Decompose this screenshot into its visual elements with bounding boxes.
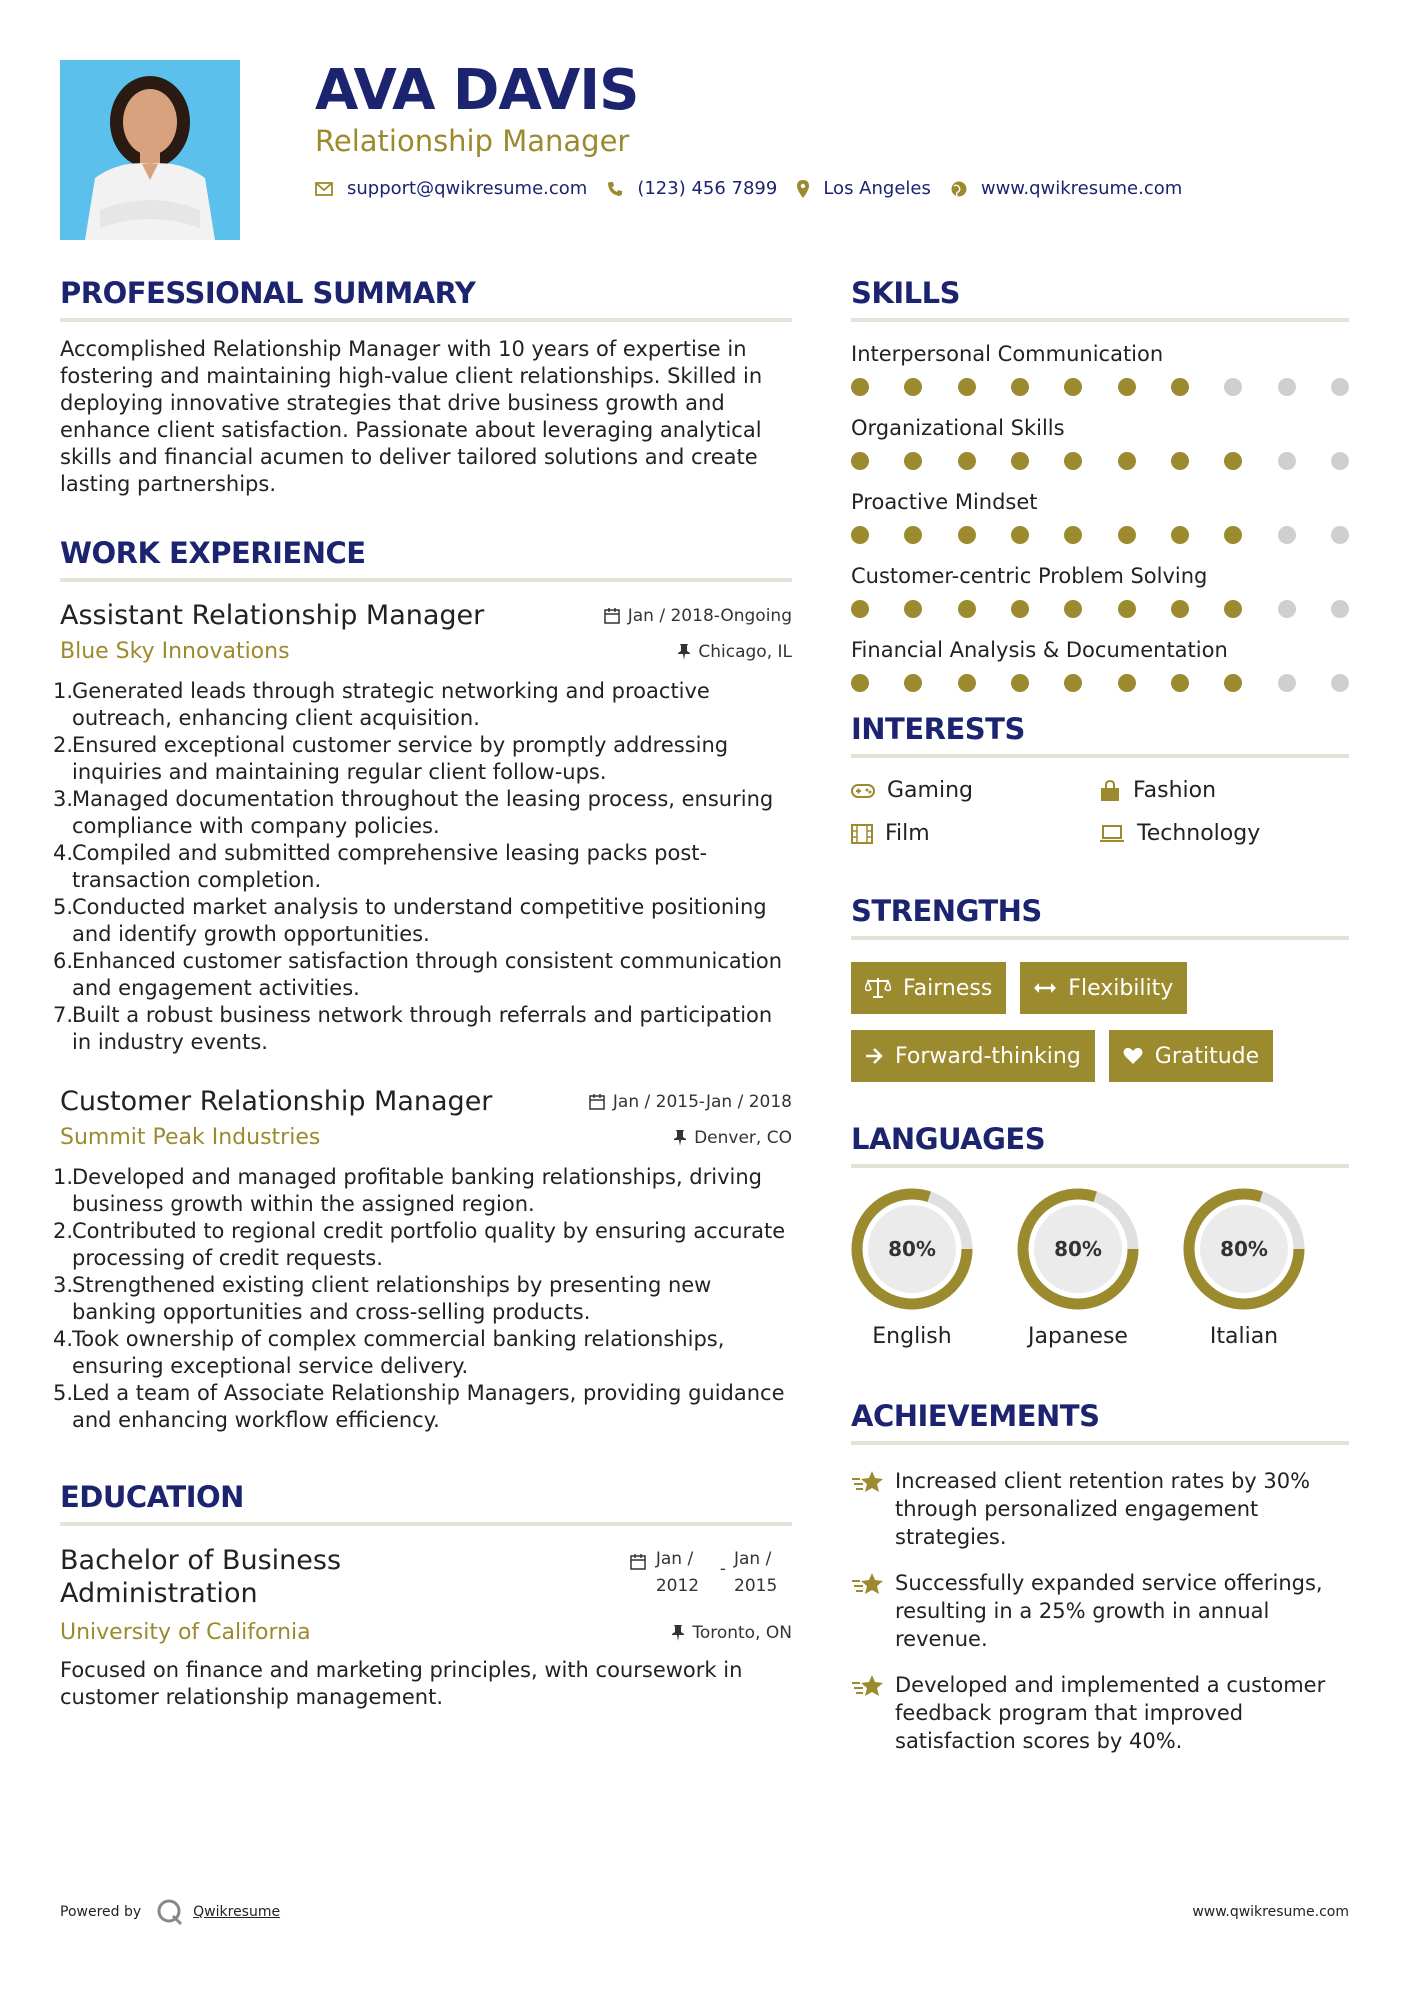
job-title: Assistant Relationship Manager — [60, 600, 485, 631]
rating-dot-empty — [1278, 378, 1296, 396]
shopping-bag-icon — [1099, 780, 1121, 802]
contact-website[interactable] — [951, 178, 1182, 199]
rating-dot-filled — [1171, 526, 1189, 544]
rating-dot-filled — [904, 452, 922, 470]
skill-item — [851, 490, 1349, 544]
calendar-icon — [589, 1094, 605, 1110]
laptop-icon — [1099, 825, 1125, 843]
rating-dot-empty — [1331, 452, 1349, 470]
interest-item: Gaming — [851, 778, 1099, 803]
job-date-text: Jan / 2015-Jan / 2018 — [612, 1092, 792, 1112]
rating-dot-filled — [1224, 674, 1242, 692]
contact-location — [797, 178, 931, 199]
rating-dot-filled — [1118, 526, 1136, 544]
rating-dot-filled — [851, 526, 869, 544]
pushpin-icon — [674, 1130, 686, 1146]
rating-dot-empty — [1278, 452, 1296, 470]
skills-heading: SKILLS — [851, 276, 1349, 322]
list-item: 5. Conducted market analysis to understand competitive positioning and identify growth opportunities. — [53, 895, 767, 946]
rating-dot-filled — [1118, 452, 1136, 470]
star-shooting-icon — [851, 1571, 885, 1597]
achievements-heading: ACHIEVEMENTS — [851, 1399, 1349, 1445]
education-date-separator: - — [719, 1559, 726, 1579]
rating-dot-filled — [1011, 600, 1029, 618]
rating-dot-filled — [1171, 674, 1189, 692]
duty-list — [53, 678, 792, 1056]
rating-dot-filled — [1118, 378, 1136, 396]
strength-tag: Fairness — [851, 962, 1006, 1014]
language-name: Japanese — [1028, 1324, 1128, 1349]
skill-rating — [851, 526, 1349, 544]
rating-dot-filled — [851, 452, 869, 470]
rating-dot-filled — [1011, 526, 1029, 544]
rating-dot-filled — [1118, 674, 1136, 692]
profile-photo — [60, 60, 240, 240]
left-column — [53, 276, 792, 1711]
language-item — [1183, 1188, 1305, 1349]
job-date — [604, 606, 792, 626]
rating-dot-filled — [904, 600, 922, 618]
duty-list — [53, 1164, 792, 1434]
language-name: Italian — [1209, 1324, 1279, 1349]
skill-item — [851, 564, 1349, 618]
gamepad-icon — [851, 783, 875, 799]
rating-dot-filled — [1224, 600, 1242, 618]
interests-section — [851, 712, 1349, 846]
rating-dot-filled — [1224, 452, 1242, 470]
education-start: Jan / 2012 — [655, 1549, 700, 1596]
language-name: English — [872, 1324, 952, 1349]
contact-bar — [315, 178, 1202, 199]
education-dates — [630, 1546, 792, 1610]
right-column — [851, 276, 1349, 1769]
phone-text: (123) 456 7899 — [637, 178, 778, 199]
location-text: Los Angeles — [823, 178, 931, 199]
rating-dot-filled — [851, 378, 869, 396]
rating-dot-filled — [1118, 600, 1136, 618]
list-item: 7. Built a robust business network through referrals and participation in industry events. — [53, 1003, 773, 1054]
arrow-right-icon — [865, 1048, 883, 1064]
list-item: 4. Took ownership of complex commercial banking relationships, ensuring exceptional service delivery. — [53, 1327, 725, 1378]
envelope-icon — [315, 182, 333, 196]
skill-rating — [851, 452, 1349, 470]
skill-name: Organizational Skills — [851, 416, 1065, 440]
powered-by — [60, 1898, 280, 1926]
education-section — [60, 1480, 792, 1711]
language-percent: 80% — [1054, 1237, 1102, 1261]
rating-dot-filled — [851, 600, 869, 618]
interest-item: Technology — [1099, 821, 1347, 846]
rating-dot-filled — [1064, 452, 1082, 470]
balance-scale-icon — [865, 977, 891, 999]
qwikresume-logo-icon — [155, 1898, 185, 1926]
rating-dot-filled — [904, 378, 922, 396]
rating-dot-empty — [1278, 600, 1296, 618]
arrows-horizontal-icon — [1034, 982, 1056, 994]
summary-section — [60, 276, 792, 498]
list-item: 2. Contributed to regional credit portfolio quality by ensuring accurate processing of credit requests. — [53, 1219, 786, 1270]
contact-email[interactable] — [315, 178, 587, 199]
rating-dot-filled — [1011, 674, 1029, 692]
list-item: 5. Led a team of Associate Relationship Managers, providing guidance and enhancing workflow efficiency. — [53, 1381, 785, 1432]
list-item: 4. Compiled and submitted comprehensive leasing packs post-transaction completion. — [53, 841, 708, 892]
rating-dot-empty — [1331, 378, 1349, 396]
experience-section — [53, 536, 792, 1434]
skill-name: Interpersonal Communication — [851, 342, 1164, 366]
achievement-item: Successfully expanded service offerings, resulting in a 25% growth in annual revenue. — [851, 1569, 1349, 1653]
strength-tag: Forward-thinking — [851, 1030, 1095, 1082]
rating-dot-filled — [1171, 600, 1189, 618]
language-item — [851, 1188, 973, 1349]
job-location — [674, 1128, 792, 1148]
star-shooting-icon — [851, 1673, 885, 1699]
skill-name: Customer-centric Problem Solving — [851, 564, 1208, 588]
film-icon — [851, 824, 873, 844]
qwikresume-link[interactable]: Qwikresume — [193, 1904, 281, 1920]
language-item — [1017, 1188, 1139, 1349]
skill-rating — [851, 378, 1349, 396]
candidate-name: AVA DAVIS — [315, 58, 639, 123]
job-location-text: Chicago, IL — [698, 641, 792, 662]
website-text: www.qwikresume.com — [980, 178, 1183, 199]
company-name: Summit Peak Industries — [60, 1125, 321, 1150]
school-name: University of California — [60, 1620, 311, 1645]
degree-title: Bachelor of Business Administration — [60, 1545, 342, 1609]
job-location-text: Denver, CO — [694, 1127, 792, 1148]
list-item: 6. Enhanced customer satisfaction through consistent communication and engagement activities. — [53, 949, 783, 1000]
strengths-heading: STRENGTHS — [851, 894, 1349, 940]
languages-heading: LANGUAGES — [851, 1122, 1349, 1168]
skill-item — [851, 342, 1349, 396]
rating-dot-filled — [958, 674, 976, 692]
list-item: 3. Managed documentation throughout the leasing process, ensuring compliance with company policies. — [53, 787, 774, 838]
job-entry — [53, 1086, 792, 1434]
list-item: 2. Ensured exceptional customer service by promptly addressing inquiries and maintaining regular client follow-ups. — [53, 733, 729, 784]
globe-icon — [951, 181, 967, 197]
rating-dot-empty — [1331, 600, 1349, 618]
company-name: Blue Sky Innovations — [60, 639, 290, 664]
rating-dot-filled — [958, 378, 976, 396]
strength-tag: Gratitude — [1109, 1030, 1273, 1082]
rating-dot-empty — [1331, 526, 1349, 544]
strength-tag: Flexibility — [1020, 962, 1187, 1014]
skill-name: Financial Analysis & Documentation — [851, 638, 1228, 662]
rating-dot-filled — [958, 452, 976, 470]
school-location — [672, 1623, 792, 1643]
achievement-item: Increased client retention rates by 30% through personalized engagement strategies. — [851, 1467, 1349, 1551]
rating-dot-filled — [1011, 378, 1029, 396]
heart-icon — [1123, 1047, 1143, 1065]
strengths-section — [851, 894, 1349, 1098]
rating-dot-filled — [958, 526, 976, 544]
footer — [60, 1898, 1349, 1926]
phone-icon — [607, 181, 623, 197]
rating-dot-filled — [904, 674, 922, 692]
job-location — [678, 642, 792, 662]
rating-dot-filled — [1224, 526, 1242, 544]
map-pin-icon — [797, 180, 809, 198]
skills-section — [851, 276, 1349, 692]
list-item: 3. Strengthened existing client relationships by presenting new banking opportunities and cross-selling products. — [53, 1273, 712, 1324]
candidate-title: Relationship Manager — [315, 124, 630, 158]
education-heading: EDUCATION — [60, 1480, 792, 1526]
interests-heading: INTERESTS — [851, 712, 1349, 758]
rating-dot-empty — [1278, 526, 1296, 544]
education-end: Jan / 2015 — [734, 1549, 778, 1596]
job-entry — [53, 600, 792, 1056]
powered-by-label: Powered by — [60, 1904, 142, 1920]
experience-heading: WORK EXPERIENCE — [60, 536, 792, 582]
language-percent: 80% — [1220, 1237, 1268, 1261]
rating-dot-filled — [1011, 452, 1029, 470]
summary-text: Accomplished Relationship Manager with 10 years of expertise in fostering and maintaining high-value client relationships. Skilled in deploying innovative strategies that drive business growth and enhance client satisfaction. Passionate about leveraging analytical skills and financial acumen to deliver tailored solutions and create lasting partnerships. — [60, 337, 763, 496]
skill-item — [851, 416, 1349, 470]
skill-name: Proactive Mindset — [851, 490, 1038, 514]
list-item: 1. Generated leads through strategic networking and proactive outreach, enhancing client acquisition. — [53, 679, 710, 730]
footer-url[interactable]: www.qwikresume.com — [1192, 1904, 1349, 1920]
interest-item: Film — [851, 821, 1099, 846]
list-item: 1. Developed and managed profitable banking relationships, driving business growth within the assigned region. — [53, 1165, 763, 1216]
rating-dot-filled — [1171, 378, 1189, 396]
rating-dot-empty — [1331, 674, 1349, 692]
rating-dot-filled — [958, 600, 976, 618]
skill-rating — [851, 674, 1349, 692]
education-description: Focused on finance and marketing principles, with coursework in customer relationship management. — [60, 1658, 743, 1709]
contact-phone[interactable] — [607, 178, 777, 199]
school-location-text: Toronto, ON — [692, 1622, 792, 1643]
star-shooting-icon — [851, 1469, 885, 1495]
languages-section — [851, 1122, 1349, 1349]
job-date-text: Jan / 2018-Ongoing — [627, 606, 792, 626]
email-text: support@qwikresume.com — [347, 178, 588, 199]
job-title: Customer Relationship Manager — [60, 1086, 493, 1117]
job-date — [589, 1092, 792, 1112]
calendar-icon — [630, 1554, 646, 1570]
rating-dot-empty — [1278, 674, 1296, 692]
calendar-icon — [604, 608, 620, 624]
language-percent: 80% — [888, 1237, 936, 1261]
rating-dot-filled — [1064, 600, 1082, 618]
pushpin-icon — [672, 1625, 684, 1641]
rating-dot-filled — [1064, 526, 1082, 544]
rating-dot-filled — [851, 674, 869, 692]
achievements-section — [851, 1399, 1349, 1755]
rating-dot-filled — [904, 526, 922, 544]
skill-item — [851, 638, 1349, 692]
rating-dot-empty — [1224, 378, 1242, 396]
rating-dot-filled — [1064, 378, 1082, 396]
rating-dot-filled — [1064, 674, 1082, 692]
rating-dot-filled — [1171, 452, 1189, 470]
pushpin-icon — [678, 644, 690, 660]
interest-item: Fashion — [1099, 778, 1347, 803]
skill-rating — [851, 600, 1349, 618]
achievement-item: Developed and implemented a customer feedback program that improved satisfaction scores by 40%. — [851, 1671, 1349, 1755]
summary-heading: PROFESSIONAL SUMMARY — [60, 276, 792, 322]
